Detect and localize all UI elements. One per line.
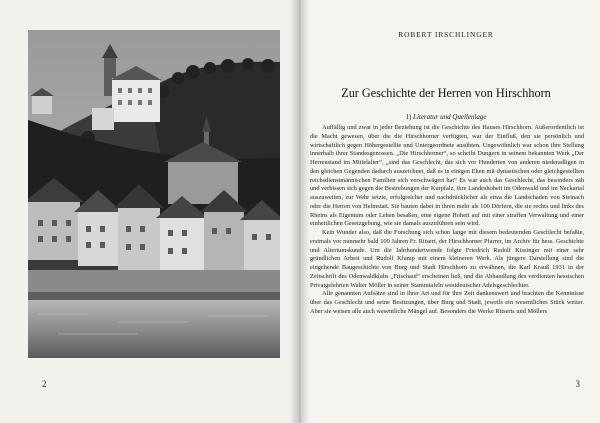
chapter-title: Zur Geschichte der Herren von Hirschhorn	[341, 86, 551, 100]
running-head: ROBERT IRSCHLINGER	[398, 30, 494, 39]
paragraph: Kein Wunder also, daß die Forschung sich schon lange mit diesem bedeutenden Geschlecht befaßte, erstmals vor nunmehr bald 100 Jahren Fr. Ritsert, der Hirschhorner Pfarrer, im Archiv für hess. Geschichte und Altertumskunde. Um die Jahrhundertwende folgte Friedrich Rudolf Kissinger mit einer sehr gründlichen Arbeit und Rudolf Klump mit einem kleineren Werk. Als jüngere Darstellung sind die eingehende Baugeschichte von Burg und Stadt Hirschhorn zu erwähnen, die Karl Krauß 1931 in der Zeitschrift des Odenwaldklubs „Frischauf“ erscheinen ließ, und die Abhandlung des verdienten hessischen Privatgelehrten Walter Möller in seiner Stammtafeln westdeutscher Adelsgeschlechter.	[310, 229, 584, 289]
left-page	[0, 0, 298, 423]
section-title: Literatur und Quellenlage	[413, 113, 487, 121]
body-text	[310, 124, 584, 317]
page-number-left: 2	[42, 379, 47, 389]
paragraph: Alle genannten Aufsätze sind in ihrer Art und für ihre Zeit dankenswert und brachten die Kenntnisse über das Geschlecht und seine Besitzungen, über Burg und Stadt, jeweils ein wesentliches Stück weiter. Aber sie weisen alle auch wesentliche Mängel auf. Besonders die Werke Ritserts und Möllers	[310, 290, 584, 315]
town-photo	[28, 30, 280, 358]
page-number-right: 3	[575, 379, 580, 389]
section-number: 1)	[405, 113, 412, 121]
hillside-castle-town-icon	[28, 30, 280, 358]
section-heading	[310, 113, 582, 121]
paragraph: Auffällig und zwar in jeder Beziehung ist die Geschichte des Hauses Hirschhorn. Außerordentlich ist die Macht gewesen, über die die Hirschhorner verfügten, war der Einfluß, den sie persönlich und wirtschaftlich gegen Höhergestellte und Untergeordnete ausübten. Ungewöhnlich war schon ihre Stellung innerhalb ihrer Standesgenossen. „Die Hirschhorner“, so scheibt Dungern in seinem bekannten Werk „Der Herrenstand im Mittelalter“, „sind das Geschlecht, das sich vor Hunderten von anderen niederadligen in den gleichen Gegenden dadurch auszeichnet, daß es in einigen Ehen mit dynastischen oder gleichgestellten reichsdienstmännischen Familien sich verschwägert hat“ Es war auch das Geschlecht, das besonders zäh und verbissen sich gegen die Bestrebungen der Kurpfalz, ihre Landeshoheit im Odenwald und im Neckartal auszuweiten, zur Wehr setzte, erfolgreicher und nachdrücklicher als etwa die Landschaden von Steinach oder die Herren von Helmstatt. Sie bauten dabei in ihren mehr als 100 Dörfern, die sie rechts und links des Rheins als Eigentum oder Lehen besaßen, eine eigene Hoheit auf mit einer straffen Verwaltung und einer einheitlichen Gesetzgebung, wie sie damals auszuführen sein wird.	[310, 124, 584, 228]
